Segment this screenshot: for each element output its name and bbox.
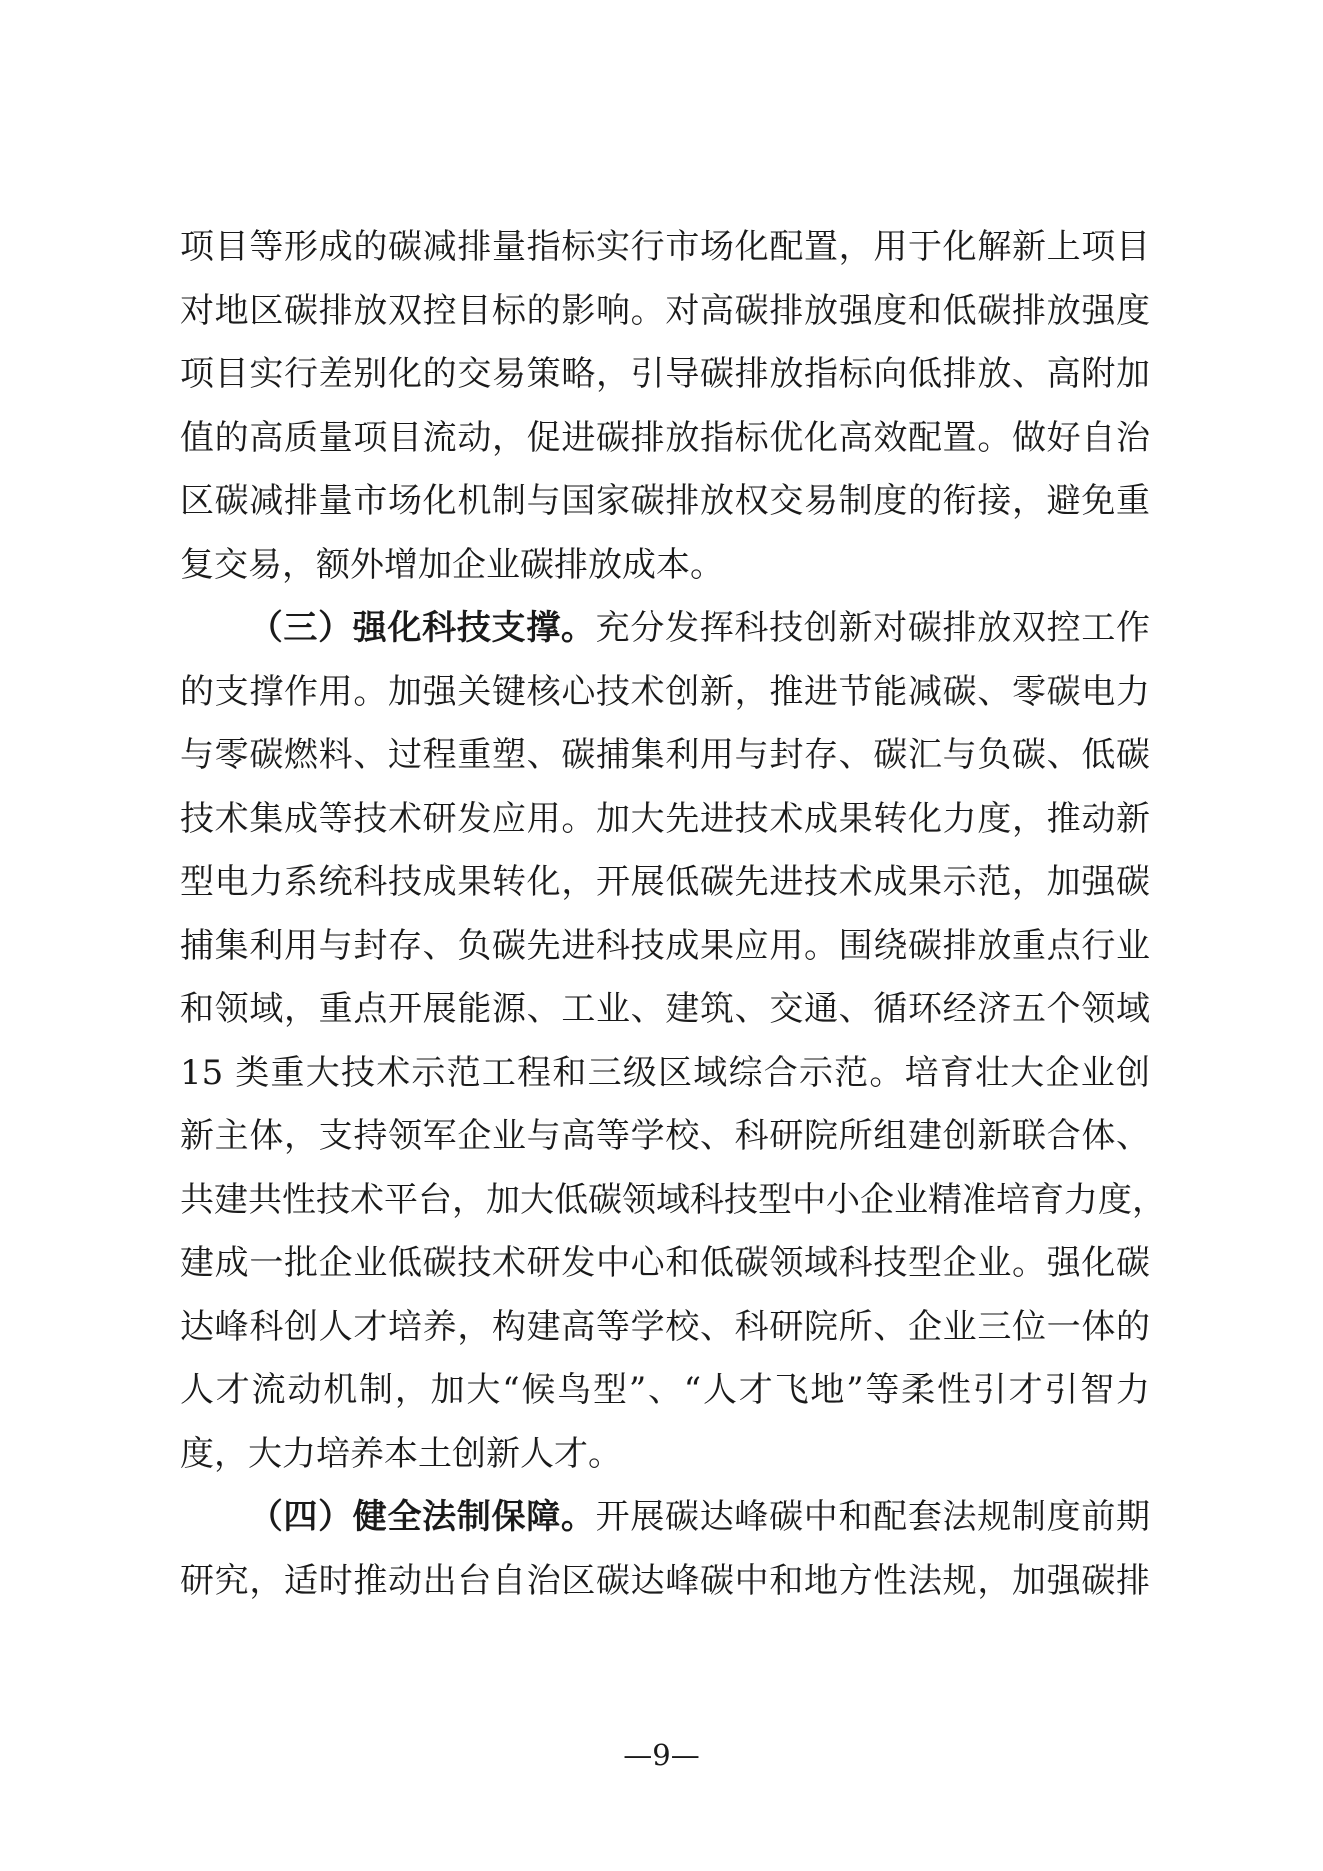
text-line: 达峰科创人才培养，构建高等学校、科研院所、企业三位一体的 xyxy=(180,1306,1150,1347)
text-line: 人才流动机制，加大“候鸟型”、“人才飞地”等柔性引才引智力 xyxy=(180,1370,1150,1410)
text-line: 15 类重大技术示范工程和三级区域综合示范。培育壮大企业创 xyxy=(180,1052,1150,1093)
text-line: 与零碳燃料、过程重塑、碳捕集利用与封存、碳汇与负碳、低碳 xyxy=(180,735,1150,775)
text-line: （四）健全法制保障。开展碳达峰碳中和配套法规制度前期 xyxy=(248,1497,1151,1537)
paragraph-tech-support xyxy=(180,597,1166,1486)
text-line: 技术集成等技术研发应用。加大先进技术成果转化力度，推动新 xyxy=(180,798,1150,839)
text-line: 建成一批企业低碳技术研发中心和低碳领域科技型企业。强化碳 xyxy=(180,1243,1150,1283)
text-line: （三）强化科技支撑。充分发挥科技创新对碳排放双控工作 xyxy=(248,608,1151,648)
text-line: 的支撑作用。加强关键核心技术创新，推进节能减碳、零碳电力 xyxy=(180,671,1150,712)
section-heading: （三）强化科技支撑。 xyxy=(248,608,596,648)
text-line: 研究，适时推动出台自治区碳达峰碳中和地方性法规，加强碳排 xyxy=(180,1560,1150,1601)
text-line: 和领域，重点开展能源、工业、建筑、交通、循环经济五个领域 xyxy=(180,989,1150,1029)
text-line: 复交易，额外增加企业碳排放成本。 xyxy=(180,544,724,585)
paragraph-legal-guarantee xyxy=(180,1486,1150,1613)
text-line: 捕集利用与封存、负碳先进科技成果应用。围绕碳排放重点行业 xyxy=(180,925,1150,966)
text-line: 区碳减排量市场化机制与国家碳排放权交易制度的衔接，避免重 xyxy=(180,481,1150,521)
document-body xyxy=(180,216,1166,1613)
text-line: 项目等形成的碳减排量指标实行市场化配置，用于化解新上项目 xyxy=(180,227,1150,267)
text-line: 对地区碳排放双控目标的影响。对高碳排放强度和低碳排放强度 xyxy=(180,290,1150,331)
text-line: 型电力系统科技成果转化，开展低碳先进技术成果示范，加强碳 xyxy=(180,862,1150,902)
page-number: —9— xyxy=(623,1738,700,1772)
section-heading: （四）健全法制保障。 xyxy=(248,1497,596,1537)
text-line: 项目实行差别化的交易策略，引导碳排放指标向低排放、高附加 xyxy=(180,354,1150,394)
text-line: 共建共性技术平台，加大低碳领域科技型中小企业精准培育力度， xyxy=(180,1179,1166,1220)
text-line: 度，大力培养本土创新人才。 xyxy=(180,1433,622,1474)
text-line: 新主体，支持领军企业与高等学校、科研院所组建创新联合体、 xyxy=(180,1116,1150,1156)
text-line: 值的高质量项目流动，促进碳排放指标优化高效配置。做好自治 xyxy=(180,417,1150,458)
paragraph-market-allocation xyxy=(180,216,1150,597)
